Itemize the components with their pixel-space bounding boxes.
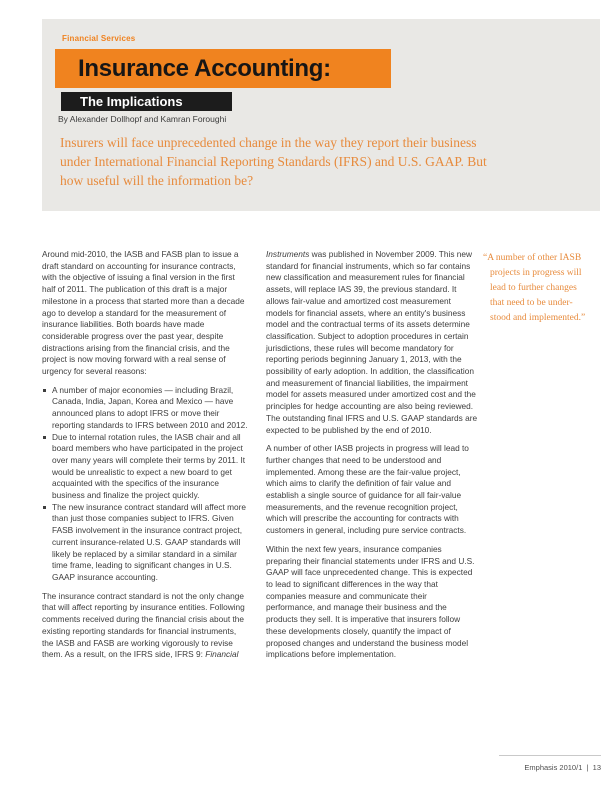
intro-paragraph: Insurers will face unprecedented change in the way they report their business under International Financial Reporting Standards (IFRS) and U.S. GAAP. But how useful will the information be? xyxy=(60,135,487,188)
subtitle-bar xyxy=(61,92,232,111)
pull-quote-line: lead to further changes xyxy=(490,283,577,293)
article-subtitle: The Implications xyxy=(80,94,183,109)
left-column xyxy=(42,249,248,668)
bullet-item: The new insurance contract standard will affect more than just those companies subject to IFRS. Given FASB involvement in the insurance contract project, current insurance-related U.S. GAAP standards will likely be replaced by a similar standard in a similar time frame, leading to significant changes in U.S. GAAP insurance accounting. xyxy=(42,502,248,584)
bullet-item: Due to internal rotation rules, the IASB chair and all board members who have participated in the project over many years will complete their terms by 2011. It would be unrealistic to expect a new board to get acquainted with the specifics of the insurance business and finalize the project quickly. xyxy=(42,432,248,502)
pull-quote-line: that need to be under- xyxy=(490,298,573,308)
paragraph-text: was published in November 2009. This new standard for financial instruments, which so far contains new classification and measurement rules for financial assets, will replace IAS 39, the previous standard. It allows fair-value and amortized cost measurement models for financial assets, where an entity's business model and the contractual terms of its assets determine classification. Subject to adoption procedures in certain jurisdictions, these rules will become mandatory for reporting periods beginning January 1, 2013, with the possibility of early adoption. In addition, the classification and measurement of financial liabilities, the impairment model for assets measured under amortized cost and the principles for hedge accounting are also being reviewed. The outstanding final IFRS and U.S. GAAP standards are expected to be published by the end of 2010. xyxy=(266,249,478,435)
middle-column xyxy=(266,249,478,668)
page-number-footer: Emphasis 2010/1 | 13 xyxy=(524,763,601,772)
paragraph xyxy=(42,591,248,661)
pull-quote-line: projects in progress will xyxy=(490,268,582,278)
paragraph xyxy=(266,249,478,436)
category-label: Financial Services xyxy=(62,34,136,43)
pull-quote-line: stood and implemented.” xyxy=(490,313,586,323)
header-block xyxy=(42,19,600,211)
title-bar xyxy=(55,49,391,88)
paragraph: Around mid-2010, the IASB and FASB plan to issue a draft standard on accounting for insurance contracts, with the objective of issuing a final version in the first half of 2011. The publication of this draft is a major milestone in a process that started more than a decade ago to develop a standard for the measurement of insurance liabilities. Both boards have made considerable progress over the past year, despite distractions arising from the financial crisis, and the project is now moving forward with a real sense of urgency for several reasons: xyxy=(42,249,245,377)
footer-rule xyxy=(499,755,601,756)
paragraph: Within the next few years, insurance companies preparing their financial statements under IFRS and U.S. GAAP will face unprecedented change. This is expected to lead to significant differences in the way that companies measure and communicate their performance, and manage their business and the products they sell. It is imperative that insurers follow these developments closely, quantify the impact of proposed changes and understand the business model implications before implementation. xyxy=(266,543,475,660)
paragraph: A number of other IASB projects in progress will lead to further changes that need to be understood and implemented. Among these are the fair-value project, which aims to clarify the definition of fair value and establish a single source of guidance for all fair-value measurements, and the revenue recognition project, which will prescribe the accounting for contracts with customers in general, including pure service contracts. xyxy=(266,443,469,536)
article-title: Insurance Accounting: xyxy=(78,54,331,82)
pull-quote-line: “A number of other IASB xyxy=(483,253,582,263)
pull-quote xyxy=(483,251,605,326)
italic-term: Financial xyxy=(205,649,239,660)
italic-term: Instruments xyxy=(266,249,310,259)
byline: By Alexander Dollhopf and Kamran Foroughi xyxy=(58,114,227,124)
bullet-list xyxy=(42,385,248,584)
paragraph-text: The insurance contract standard is not the only change that will affect reporting by insurance entities. Following comments received during the financial crisis about the existing reporting standards for financial instruments, the IASB and FASB are working vigorously to revise them. As a result, on the IFRS side, IFRS 9: xyxy=(42,590,245,660)
bullet-item: A number of major economies — including Brazil, Canada, India, Japan, Korea and Mexico — have announced plans to adopt IFRS or move their reporting standards to IFRS between 2010 and 2012. xyxy=(42,385,248,432)
